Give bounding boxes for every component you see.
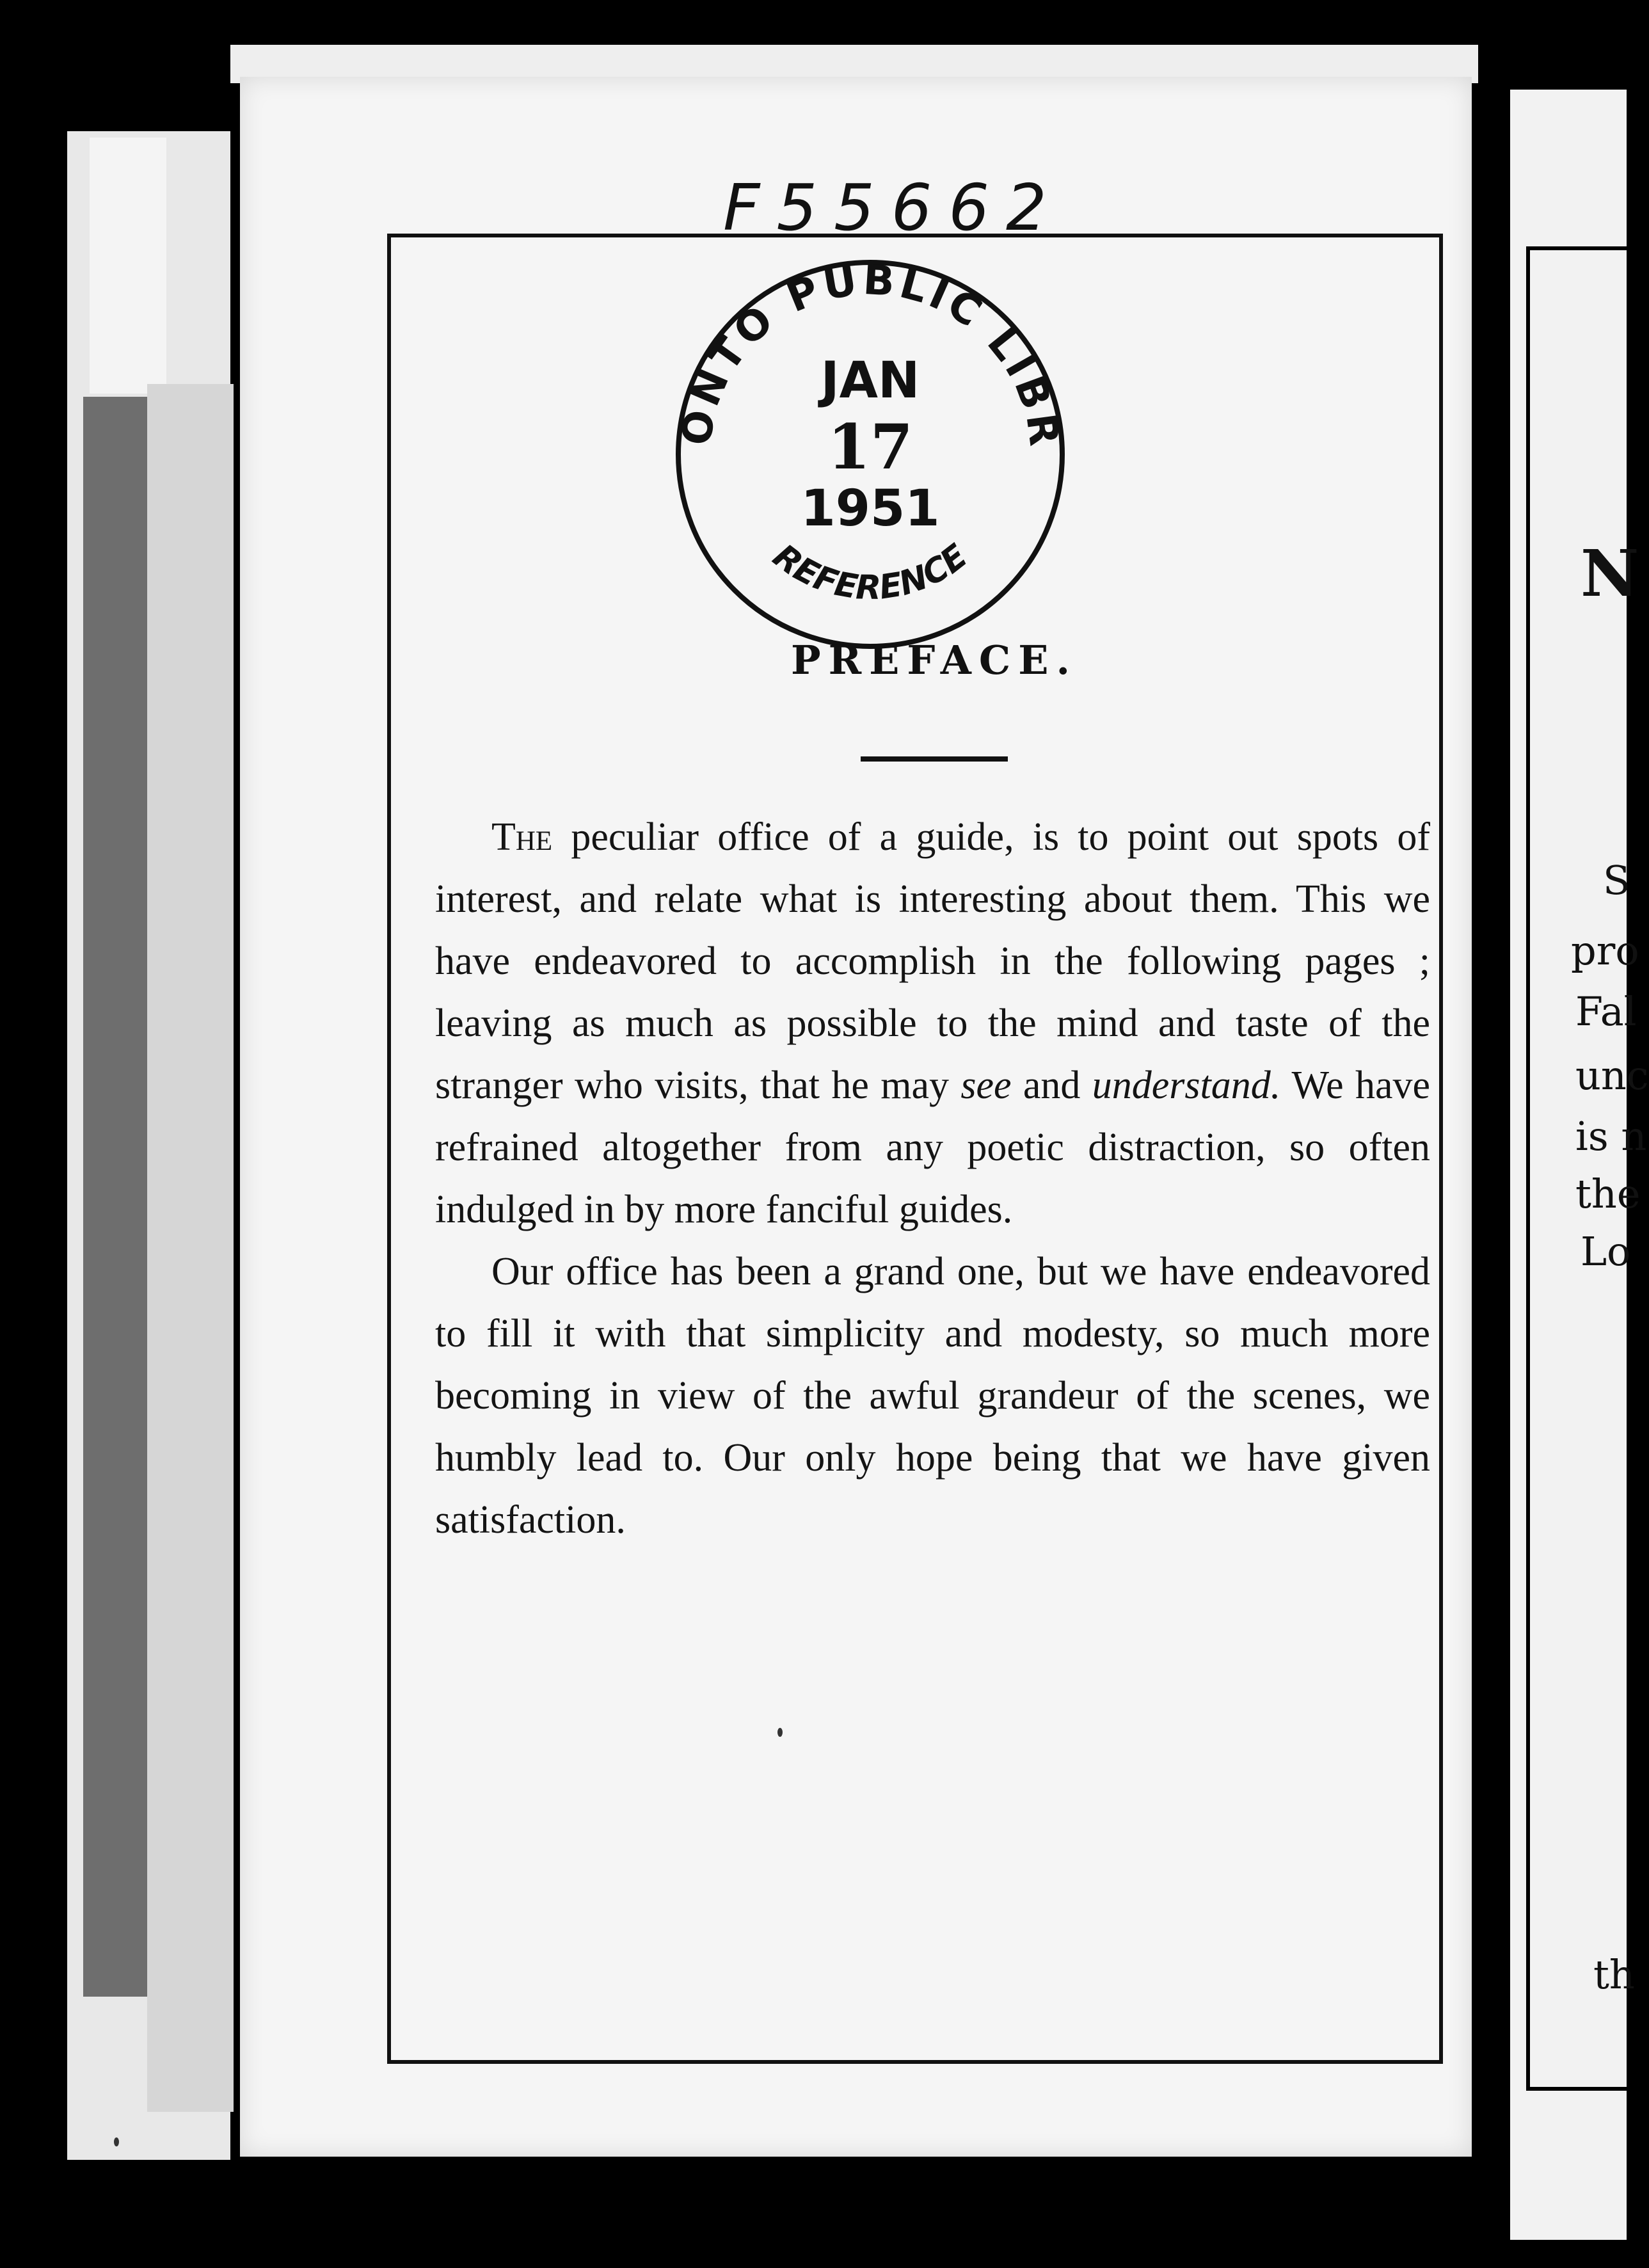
svg-text:REFERENCE: [766, 537, 975, 607]
handwritten-catalog-number: F55662: [723, 170, 1063, 245]
background-page-edge: [147, 384, 234, 2112]
stamp-day: 17: [827, 411, 913, 483]
right-page-fragment: the: [1575, 1170, 1641, 1217]
paragraph-text: peculiar office of a guide, is to point out spots of interest, and relate what is interesting about them. This we have endeavored to accomplish in the following pages ; leaving as much as possible to the mind and taste of the stranger who visits, that he may: [435, 815, 1430, 1107]
right-page-fragment: S: [1603, 857, 1630, 904]
right-page-fragment: unc: [1575, 1052, 1649, 1099]
right-page-fragment: Lo: [1581, 1228, 1631, 1275]
page-title: PREFACE.: [790, 637, 1078, 683]
paragraph-1: [435, 806, 1430, 1241]
right-page-fragment: N: [1581, 536, 1639, 611]
scan-speck: [114, 2137, 119, 2146]
right-page-fragment: th: [1593, 1951, 1635, 1998]
background-page-strip: [90, 138, 166, 394]
stamp-month: JAN: [820, 352, 920, 410]
paragraph-lead-word: The: [491, 815, 553, 859]
preface-body: [435, 806, 1430, 1551]
library-stamp: [665, 243, 1075, 653]
stamp-ring-text: ONTO PUBLIC LIBR: [673, 256, 1068, 452]
right-page-fragment: pro: [1571, 927, 1639, 974]
emphasis-see: see: [960, 1064, 1012, 1107]
right-page-fragment: is n: [1575, 1113, 1647, 1160]
scan-speck: [777, 1728, 783, 1737]
emphasis-understand: understand.: [1092, 1064, 1281, 1107]
stamp-bottom-text: REFERENCE: [765, 537, 975, 607]
paragraph-text: and: [1011, 1064, 1092, 1107]
paragraph-2: Our office has been a grand one, but we have endeavored to fill it with that simplicity and modesty, so much more becoming in view of the awful grandeur of the scenes, we humbly lead to. Our only hope being that we have given satisfaction.: [435, 1250, 1430, 1542]
right-page-border: [1526, 246, 1630, 2091]
stamp-year: 1951: [801, 480, 940, 538]
right-page-fragment: Fal: [1575, 988, 1637, 1035]
title-divider: [861, 756, 1008, 762]
paragraph-text: We have refrained altogether from any poetic distraction, so often indulged in by more fanciful guides.: [435, 1064, 1430, 1231]
